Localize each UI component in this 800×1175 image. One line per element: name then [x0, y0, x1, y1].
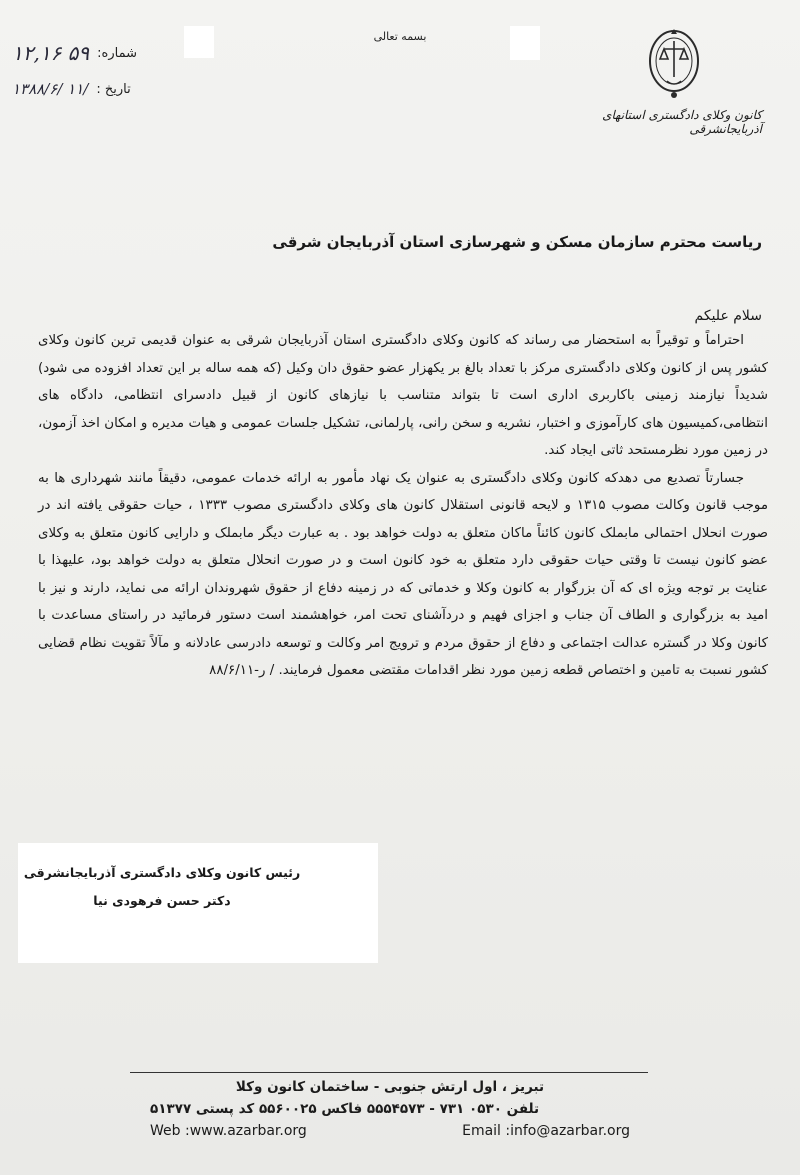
- body-paragraph: احتراماً و توقیراً به استحضار می رساند که کانون وکلای دادگستری استان آذربایجان شرقی به عنوان قدیمی ترین کانون وکلای کشور پس از کانون وکلای دادگستری مرکز با تعداد بالغ بر یکهزار عضو حقوق دان وکیل (که همه ساله بر این تعداد افزوده می شود) شدیداً نیازمند زمینی باکاربری اداری است تا بتواند متناسب با نیازهای کانون از قبیل دادسرای انتظامی، دادگاه های انتظامی،کمیسیون های کارآموزی و اختبار، نشریه و سخن رانی، پارلمانی، تشکیل جلسات عمومی و هیات مدیره و امکان اخذ آزمون، در زمین مورد نظرمستحد ثاتی ایجاد کند.: [38, 333, 768, 458]
- signatory-title: رئیس کانون وکلای دادگستری آذربایجانشرقی: [23, 865, 301, 880]
- recipient-line: ریاست محترم سازمان مسکن و شهرسازی استان آذربایجان شرقی: [272, 233, 762, 251]
- number-row: [12, 40, 212, 66]
- date-label: تاریخ :: [96, 81, 131, 97]
- reference-block: [12, 40, 212, 102]
- bar-association-emblem-icon: [645, 25, 703, 101]
- footer-address: تبریز ، اول ارتش جنوبی - ساختمان کانون وکلا: [235, 1079, 545, 1095]
- footer-contact: [150, 1120, 630, 1142]
- number-label: شماره:: [97, 45, 138, 61]
- footer-email: Email :info@azarbar.org: [462, 1123, 630, 1139]
- date-row: [12, 76, 212, 102]
- signature-block: [18, 843, 378, 963]
- basmala-heading: بسمه تعالی: [373, 30, 427, 43]
- letter-date: ۱۳۸۸/۶/ ۱۱/: [12, 80, 89, 98]
- footer-divider: [130, 1072, 648, 1073]
- body-paragraph: جسارتاً تصدیع می دهدکه کانون وکلای دادگستری به عنوان یک نهاد مأمور به ارائه خدمات عمومی، دقیقاً مانند شهرداری ها به موجب قانون وکالت مصوب ۱۳۱۵ و لایحه قانونی استقلال کانون های وکلای دادگستری مصوب ۱۳۳۳ ، حیات حقوقی یافته اند در صورت انحلال احتمالی مابملک کانون کائناً ماکان متعلق به دولت خواهد بود . به عبارت دیگر مابملک و دارایی کانون متعلق به وکلای عضو کانون نیست تا وقتی حیات حقوقی دارد متعلق به خود کانون است و در صورت انحلال متعلق به دولت خواهد بود، علیهذا با عنایت بر توجه ویژه ای که آن بزرگوار به کانون وکلا و خدماتی که در زمینه دفاع از حقوق شهروندان ارائه می نماید، دارند و نیز با امید به بزرگواری و الطاف آن جناب و اجزای فهیم و دردآشنای تحت امر، خواهشمند است دستور فرمائید در راستای مساعدت با کانون وکلا در گستره عدالت اجتماعی و دفاع از حقوق مردم و ترویج امر وکالت و توسعه دادرسی عادلانه و مآلاً تقویت نظام قضایی کشور نسبت به تامین و اختصاص قطعه زمین مورد نظر اقدامات مقتضی معمول فرمایند. / ر-۸۸/۶/۱۱: [38, 470, 768, 678]
- organization-name: کانون وکلای دادگستری استانهای آذربایجانشرقی: [602, 108, 762, 136]
- letter-body: [38, 327, 768, 685]
- redaction-box: [510, 26, 540, 60]
- footer-phones: تلفن ۰۵۳۰ ۷۳۱ - ۵۵۵۴۵۷۳ فاکس ۵۵۶۰۰۲۵ کد پستی ۵۱۳۷۷: [150, 1101, 540, 1117]
- footer-website: Web :www.azarbar.org: [150, 1123, 307, 1139]
- signatory-name: دکتر حسن فرهودی نیا: [93, 893, 231, 908]
- greeting: سلام علیکم: [694, 308, 762, 324]
- letter-footer: [150, 1076, 630, 1142]
- letter-number: ۱۲,۱۶ ۵۹: [12, 41, 90, 65]
